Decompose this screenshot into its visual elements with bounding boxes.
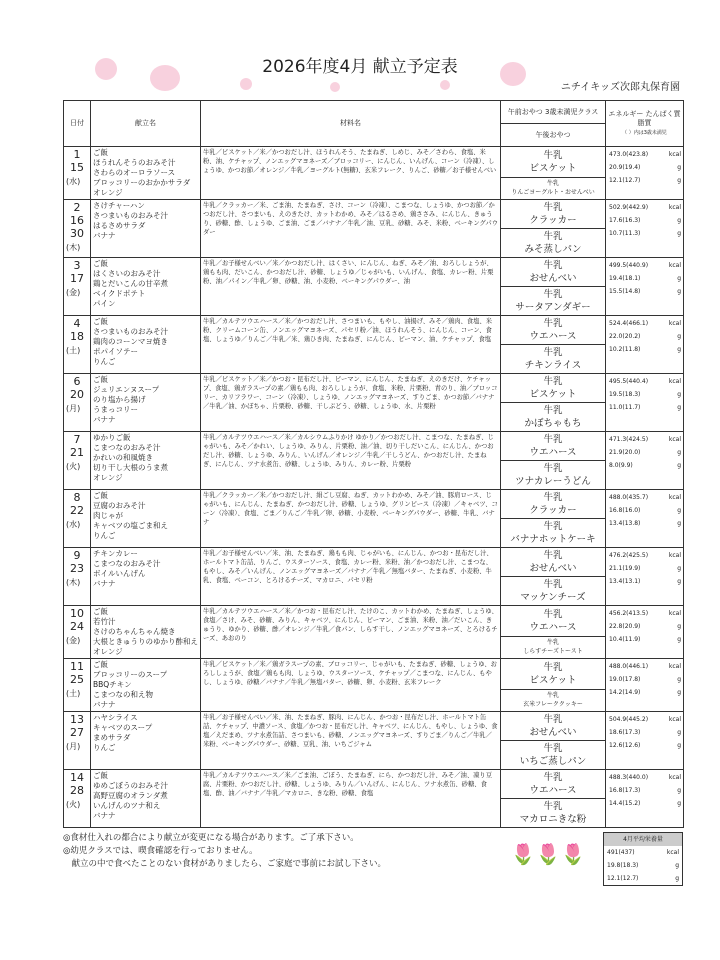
menu-item: ゆかりご飯 bbox=[93, 433, 131, 442]
date-numbers: 13 27 bbox=[70, 713, 84, 739]
energy-line bbox=[609, 148, 681, 161]
nutrition-cell bbox=[606, 258, 684, 316]
menu-item: バナナ bbox=[93, 700, 116, 709]
energy-unit: kcal bbox=[666, 849, 679, 856]
am-snack: 牛乳 ウエハース bbox=[501, 316, 606, 345]
menu-item: ベイクドポテト bbox=[93, 289, 146, 298]
date-numbers: 14 28 bbox=[70, 771, 84, 797]
fat-unit: g bbox=[677, 742, 681, 749]
ingredients-cell: 牛乳／お子様せんべい／米、油、たまねぎ、鶏もも肉、じゃがいも、にんじん、かつお・昆布だし汁、ホールトマト缶詰、りんご、ウスターソース、食塩、カレー粉、米粉、油／かつおだし汁、こまつな、もやし、みそ／いんげん、ノンエッグマヨネーズ／バナナ／牛乳／無塩バター、たまねぎ、小麦粉、牛乳、食塩、ベーコン、とろけるチーズ、マカロニ、パセリ粉 bbox=[201, 548, 501, 606]
pm-snack: 牛乳 いちご蒸しパン bbox=[501, 741, 606, 770]
nutrition-cell bbox=[606, 548, 684, 606]
fat-unit: g bbox=[677, 177, 681, 184]
footer bbox=[63, 832, 683, 886]
menu-item: ボイルいんげん bbox=[93, 569, 146, 578]
energy-value: 471.3(424.5) bbox=[609, 436, 649, 443]
energy-value: 495.5(440.4) bbox=[609, 378, 649, 385]
protein-line bbox=[609, 161, 681, 174]
protein-line bbox=[609, 272, 681, 285]
menu-item: うまっコリー bbox=[93, 405, 138, 414]
menu-item: かれいの和風焼き bbox=[93, 453, 153, 462]
energy-line bbox=[609, 660, 681, 673]
protein-line bbox=[609, 784, 681, 797]
cherry-blossom-banner bbox=[0, 0, 720, 100]
menu-item: はくさいのおみそ汁 bbox=[93, 269, 161, 278]
protein-unit: g bbox=[677, 787, 681, 794]
fat-line bbox=[609, 401, 681, 414]
nutrition-cell bbox=[606, 659, 684, 712]
fat-value: 14.2(14.9) bbox=[609, 689, 641, 696]
protein-unit: g bbox=[677, 623, 681, 630]
protein-value: 19.5(18.3) bbox=[609, 391, 641, 398]
day-of-week: (火) bbox=[66, 800, 81, 809]
energy-unit: kcal bbox=[668, 774, 681, 781]
protein-value: 16.8(17.3) bbox=[609, 787, 641, 794]
protein-line bbox=[609, 620, 681, 633]
table-row bbox=[64, 770, 684, 799]
notes bbox=[63, 832, 493, 871]
table-row bbox=[64, 490, 684, 519]
menu-item: 若竹汁 bbox=[93, 617, 116, 626]
menu-cell bbox=[91, 258, 201, 316]
ingredients-cell: 牛乳／クラッカー／米、ごま油、たまねぎ、さけ、コーン（冷凍）、こまつな、しょうゆ、かつお節／かつおだし汁、さつまいも、えのきたけ、カットわかめ、みそ／はるさめ、鶏ささみ、にんじん、きゅうり、砂糖、酢、しょうゆ、ごま油、ごま／バナナ／牛乳／油、豆乳、砂糖、みそ、米粉、ベーキングパウダー bbox=[201, 200, 501, 258]
header-date: 日付 bbox=[64, 101, 91, 147]
energy-line bbox=[609, 713, 681, 726]
nutrition-cell bbox=[606, 200, 684, 258]
fat-unit: g bbox=[677, 404, 681, 411]
protein-value: 21.9(20.0) bbox=[609, 449, 641, 456]
energy-line bbox=[609, 201, 681, 214]
energy-value: 456.2(413.5) bbox=[609, 610, 649, 617]
menu-item: キャベツのスープ bbox=[93, 723, 153, 732]
protein-line bbox=[609, 673, 681, 686]
protein-unit: g bbox=[677, 676, 681, 683]
menu-cell bbox=[91, 490, 201, 548]
nutrition-cell bbox=[606, 712, 684, 770]
date-cell bbox=[64, 770, 91, 828]
fat-value: 8.0(9.9) bbox=[609, 462, 633, 469]
monthly-average-box bbox=[603, 832, 683, 886]
date-numbers: 1 15 bbox=[70, 148, 84, 174]
menu-item: パイン bbox=[93, 299, 116, 308]
menu-item: オレンジ bbox=[93, 647, 123, 656]
menu-item: バナナ bbox=[93, 415, 116, 424]
organization-name: ニチイキッズ次郎丸保育園 bbox=[560, 82, 680, 93]
date-numbers: 9 23 bbox=[70, 549, 84, 575]
menu-cell bbox=[91, 200, 201, 258]
energy-value: 504.9(445.2) bbox=[609, 716, 649, 723]
date-numbers: 11 25 bbox=[70, 660, 84, 686]
protein-value: 19.4(18.1) bbox=[609, 275, 641, 282]
protein-line bbox=[609, 726, 681, 739]
menu-item: りんご bbox=[93, 357, 116, 366]
fat-value: 12.6(12.6) bbox=[609, 742, 641, 749]
menu-item: ご飯 bbox=[93, 607, 108, 616]
average-energy: 491(437) bbox=[607, 849, 635, 856]
tulip-illustration: 🌷🌷🌷 bbox=[510, 842, 586, 866]
menu-cell bbox=[91, 432, 201, 490]
ingredients-cell: 牛乳／ビスケット／米／かつお・昆布だし汁、ピーマン、にんじん、たまねぎ、えのきだけ、ケチャップ、食塩、鶏ガラスープの素／鶏もも肉、おろししょうが、食塩、米粉、片栗粉、青のり、油／ブロッコリー、カリフラワー、コーン（冷凍）、しょうゆ、ノンエッグマヨネーズ、すりごま、かつお節／バナナ／牛乳／油、かぼちゃ、片栗粉、砂糖、干しぶどう、砂糖、しょうゆ、水、片栗粉 bbox=[201, 374, 501, 432]
table-row bbox=[64, 712, 684, 741]
menu-item: 高野豆腐のオランダ煮 bbox=[93, 791, 168, 800]
ingredients-cell: 牛乳／カルテツウエハース／米／カルシウムふりかけ ゆかり／かつおだし汁、こまつな、たまねぎ、じゃがいも、みそ／かれい、しょうゆ、みりん、片栗粉、油／油、切り干しだいこん、にんじん、かつおだし汁、砂糖、しょうゆ、みりん、いんげん／オレンジ／牛乳／干しうどん、かつおだし汁、たまねぎ、にんじん、ツナ水煮缶、砂糖、しょうゆ、みりん、カレー粉、片栗粉 bbox=[201, 432, 501, 490]
energy-value: 524.4(466.1) bbox=[609, 320, 649, 327]
menu-item: オレンジ bbox=[93, 473, 123, 482]
menu-item: こまつなのおみそ汁 bbox=[93, 443, 161, 452]
nutrition-cell bbox=[606, 147, 684, 200]
fat-line bbox=[609, 459, 681, 472]
energy-unit: kcal bbox=[668, 716, 681, 723]
menu-item: バナナ bbox=[93, 811, 116, 820]
energy-header-label: エネルギー たんぱく質 脂質 bbox=[608, 110, 681, 127]
am-snack: 牛乳 おせんべい bbox=[501, 258, 606, 287]
day-of-week: (土) bbox=[66, 346, 81, 355]
menu-cell bbox=[91, 606, 201, 659]
table-row bbox=[64, 374, 684, 403]
energy-value: 488.0(446.1) bbox=[609, 663, 649, 670]
fat-value: 14.4(15.2) bbox=[609, 800, 641, 807]
menu-item: さつまいものおみそ汁 bbox=[93, 327, 168, 336]
fat-value: 10.2(11.8) bbox=[609, 346, 641, 353]
protein-value: 16.8(16.0) bbox=[609, 507, 641, 514]
header-pm-snack: 午後おやつ bbox=[501, 124, 606, 147]
day-of-week: (金) bbox=[66, 288, 81, 297]
menu-item: こまつなのおみそ汁 bbox=[93, 559, 161, 568]
am-snack: 牛乳 ビスケット bbox=[501, 659, 606, 690]
menu-cell bbox=[91, 712, 201, 770]
am-snack: 牛乳 クラッカー bbox=[501, 490, 606, 519]
menu-item: ポパイソテー bbox=[93, 347, 138, 356]
energy-value: 473.0(423.8) bbox=[609, 151, 649, 158]
table-row bbox=[64, 316, 684, 345]
protein-line bbox=[609, 214, 681, 227]
protein-value: 22.8(20.9) bbox=[609, 623, 641, 630]
menu-item: ご飯 bbox=[93, 491, 108, 500]
note: 献立の中で食べたことのない食材がありましたら、ご家庭で事前にお試し下さい。 bbox=[63, 859, 387, 869]
nutrition-cell bbox=[606, 374, 684, 432]
day-of-week: (火) bbox=[66, 462, 81, 471]
menu-cell bbox=[91, 770, 201, 828]
menu-item: りんご bbox=[93, 531, 116, 540]
table-row bbox=[64, 200, 684, 229]
protein-unit: g bbox=[677, 449, 681, 456]
menu-item: ジュリエンヌスープ bbox=[93, 385, 160, 394]
protein-line bbox=[609, 504, 681, 517]
day-of-week: (木) bbox=[66, 578, 81, 587]
energy-value: 488.0(435.7) bbox=[609, 494, 649, 501]
date-cell bbox=[64, 490, 91, 548]
protein-unit: g bbox=[677, 164, 681, 171]
menu-item: ご飯 bbox=[93, 317, 108, 326]
energy-line bbox=[609, 549, 681, 562]
pm-snack: 牛乳 りんごヨーグルト・おせんべい bbox=[501, 177, 606, 199]
fat-value: 13.4(13.8) bbox=[609, 520, 641, 527]
date-cell bbox=[64, 316, 91, 374]
fat-line bbox=[609, 343, 681, 356]
ingredients-cell: 牛乳／カルテツウエハース／米／かつおだし汁、さつまいも、もやし、油揚げ、みそ／鶏肉、食塩、米粉、クリームコーン缶、ノンエッグマヨネーズ、パセリ粉／油、ほうれんそう、にんじん、コーン、食塩、しょうゆ／りんご／牛乳／米、鶏ひき肉、たまねぎ、にんじん、ピーマン、油、ケチャップ、食塩 bbox=[201, 316, 501, 374]
fat-line bbox=[609, 517, 681, 530]
menu-cell bbox=[91, 548, 201, 606]
menu-item: ブロッコリーのスープ bbox=[93, 670, 168, 679]
day-of-week: (月) bbox=[66, 404, 81, 413]
protein-value: 18.6(17.3) bbox=[609, 729, 641, 736]
fat-value: 13.4(13.1) bbox=[609, 578, 641, 585]
menu-item: 鶏肉のコーンマヨ焼き bbox=[93, 337, 168, 346]
fat-line bbox=[609, 686, 681, 699]
nutrition-cell bbox=[606, 490, 684, 548]
date-cell bbox=[64, 659, 91, 712]
menu-item: 肉じゃが bbox=[93, 511, 123, 520]
menu-item: のり塩から揚げ bbox=[93, 395, 146, 404]
date-numbers: 6 20 bbox=[70, 375, 84, 401]
nutrition-cell bbox=[606, 770, 684, 828]
menu-item: バナナ bbox=[93, 231, 116, 240]
day-of-week: (水) bbox=[66, 177, 81, 186]
fat-line bbox=[609, 739, 681, 752]
fat-unit: g bbox=[677, 689, 681, 696]
fat-line bbox=[609, 797, 681, 810]
am-snack: 牛乳 おせんべい bbox=[501, 712, 606, 741]
protein-unit: g bbox=[677, 217, 681, 224]
fat-unit: g bbox=[675, 875, 679, 882]
header-am-snack: 午前おやつ 3歳未満児クラス bbox=[501, 101, 606, 124]
fat-value: 15.5(14.8) bbox=[609, 288, 641, 295]
am-snack: 牛乳 クラッカー bbox=[501, 200, 606, 229]
menu-item: りんご bbox=[93, 743, 116, 752]
menu-item: はるさめサラダ bbox=[93, 221, 146, 230]
am-snack: 牛乳 ウエハース bbox=[501, 432, 606, 461]
pm-snack: 牛乳 かぼちゃもち bbox=[501, 403, 606, 432]
menu-cell bbox=[91, 147, 201, 200]
table-row bbox=[64, 432, 684, 461]
date-numbers: 8 22 bbox=[70, 491, 84, 517]
protein-line bbox=[609, 388, 681, 401]
table-row bbox=[64, 258, 684, 287]
date-cell bbox=[64, 258, 91, 316]
menu-item: バナナ bbox=[93, 579, 116, 588]
header-ingredients: 材料名 bbox=[201, 101, 501, 147]
menu-item: ゆめごぼうのおみそ汁 bbox=[93, 781, 168, 790]
date-cell bbox=[64, 147, 91, 200]
energy-unit: kcal bbox=[668, 320, 681, 327]
header-menu: 献立名 bbox=[91, 101, 201, 147]
date-cell bbox=[64, 606, 91, 659]
energy-unit: kcal bbox=[668, 436, 681, 443]
protein-unit: g bbox=[677, 391, 681, 398]
protein-value: 22.0(20.2) bbox=[609, 333, 641, 340]
energy-line bbox=[609, 375, 681, 388]
pm-snack: 牛乳 チキンライス bbox=[501, 345, 606, 374]
pm-snack: 牛乳 マカロニきな粉 bbox=[501, 799, 606, 828]
fat-value: 10.7(11.3) bbox=[609, 230, 641, 237]
day-of-week: (水) bbox=[66, 520, 81, 529]
menu-item: 豆腐のおみそ汁 bbox=[93, 501, 146, 510]
table-row bbox=[64, 606, 684, 637]
energy-value: 502.9(442.9) bbox=[609, 204, 649, 211]
protein-line bbox=[609, 330, 681, 343]
fat-unit: g bbox=[677, 520, 681, 527]
average-protein: 19.8(18.3) bbox=[607, 862, 639, 869]
protein-unit: g bbox=[677, 729, 681, 736]
menu-item: ご飯 bbox=[93, 771, 108, 780]
fat-line bbox=[609, 174, 681, 187]
pm-snack: 牛乳 ツナカレーうどん bbox=[501, 461, 606, 490]
ingredients-cell: 牛乳／お子様せんべい／米、油、たまねぎ、豚肉、にんじん、かつお・昆布だし汁、ホールトマト缶詰、ケチャップ、中濃ソース、食塩／かつお・昆布だし汁、キャベツ、にんじん、もやし、しょうゆ、食塩／えだまめ、ツナ水煮缶詰、さつまいも、砂糖、ノンエッグマヨネーズ、すりごま／りんご／牛乳／米粉、ベーキングパウダー、砂糖、豆乳、油、いちごジャム bbox=[201, 712, 501, 770]
protein-unit: g bbox=[675, 862, 679, 869]
protein-unit: g bbox=[677, 275, 681, 282]
fat-unit: g bbox=[677, 578, 681, 585]
menu-item: ご飯 bbox=[93, 660, 108, 669]
day-of-week: (金) bbox=[66, 636, 81, 645]
fat-unit: g bbox=[677, 800, 681, 807]
ingredients-cell: 牛乳／ビスケット／米／鶏ガラスープの素、ブロッコリー、じゃがいも、たまねぎ、砂糖、しょうゆ、おろししょうが、食塩／鶏もも肉、しょうゆ、ウスターソース、ケチャップ／こまつな、にんじん、もやし、しょうゆ、砂糖／バナナ／牛乳／無塩バター、砂糖、卵、小麦粉、玄米フレーク bbox=[201, 659, 501, 712]
ingredients-cell: 牛乳／クラッカー／米／かつおだし汁、絹ごし豆腐、ねぎ、カットわかめ、みそ／油、豚肩ロース、じゃがいも、にんじん、たまねぎ、かつおだし汁、砂糖、しょうゆ、グリンピース（冷凍）／キャベツ、コーン（冷凍）、食塩、ごま／りんご／牛乳／卵、砂糖、小麦粉、ベーキングパウダー、砂糖、牛乳、バナナ bbox=[201, 490, 501, 548]
table-row bbox=[64, 147, 684, 178]
date-numbers: 7 21 bbox=[70, 433, 84, 459]
menu-cell bbox=[91, 374, 201, 432]
menu-item: キャベツの塩ごま和え bbox=[93, 521, 168, 530]
fat-unit: g bbox=[677, 346, 681, 353]
date-cell bbox=[64, 548, 91, 606]
protein-unit: g bbox=[677, 565, 681, 572]
fat-line bbox=[609, 285, 681, 298]
nutrition-cell bbox=[606, 606, 684, 659]
nutrition-cell bbox=[606, 432, 684, 490]
protein-value: 20.9(19.4) bbox=[609, 164, 641, 171]
menu-item: さつまいものおみそ汁 bbox=[93, 211, 168, 220]
fat-value: 11.0(11.7) bbox=[609, 404, 641, 411]
energy-value: 488.3(440.0) bbox=[609, 774, 649, 781]
energy-unit: kcal bbox=[668, 494, 681, 501]
protein-value: 21.1(19.9) bbox=[609, 565, 641, 572]
menu-item: さわらのオーロラソース bbox=[93, 168, 176, 177]
menu-item: さけチャーハン bbox=[93, 201, 145, 210]
am-snack: 牛乳 ウエハース bbox=[501, 606, 606, 637]
note: ◎食材仕入れの都合により献立が変更になる場合があります。ご了承下さい。 bbox=[63, 833, 359, 843]
table-row bbox=[64, 548, 684, 577]
fat-value: 12.1(12.7) bbox=[609, 177, 641, 184]
energy-unit: kcal bbox=[668, 262, 681, 269]
energy-unit: kcal bbox=[668, 610, 681, 617]
energy-unit: kcal bbox=[668, 552, 681, 559]
energy-line bbox=[609, 771, 681, 784]
menu-item: さけのちゃんちゃん焼き bbox=[93, 627, 176, 636]
fat-line bbox=[609, 633, 681, 646]
ingredients-cell: 牛乳／カルテツウエハース／米／かつお・昆布だし汁、たけのこ、カットわかめ、たまねぎ、しょうゆ、食塩／さけ、みそ、砂糖、みりん、キャベツ、にんじん、ピーマン、ごま油、米粉、油／だいこん、きゅうり、ゆかり、砂糖、酢／オレンジ／牛乳／食パン、しらす干し、ノンエッグマヨネーズ、とろけるチーズ、あおのり bbox=[201, 606, 501, 659]
energy-line bbox=[609, 317, 681, 330]
date-numbers: 10 24 bbox=[70, 607, 84, 633]
ingredients-cell: 牛乳／カルテツウエハース／米／ごま油、ごぼう、たまねぎ、にら、かつおだし汁、みそ／油、凍り豆腐、片栗粉、かつおだし汁、砂糖、しょうゆ、みりん／いんげん、にんじん、ツナ水煮缶、砂糖、食塩、酢、油／バナナ／牛乳／マカロニ、きな粉、砂糖、食塩 bbox=[201, 770, 501, 828]
pm-snack: 牛乳 バナナホットケーキ bbox=[501, 519, 606, 548]
energy-line bbox=[609, 433, 681, 446]
table-row bbox=[64, 659, 684, 690]
date-cell bbox=[64, 200, 91, 258]
menu-item: チキンカレー bbox=[93, 549, 138, 558]
menu-item: こまつなの和え物 bbox=[93, 690, 153, 699]
pm-snack: 牛乳 サータアンダギー bbox=[501, 287, 606, 316]
menu-item: 切り干し大根のうま煮 bbox=[93, 463, 168, 472]
average-label: 4月平均栄養量 bbox=[604, 833, 682, 846]
energy-unit: kcal bbox=[668, 663, 681, 670]
fat-unit: g bbox=[677, 230, 681, 237]
menu-item: まめサラダ bbox=[93, 733, 131, 742]
day-of-week: (月) bbox=[66, 742, 81, 751]
note: ◎幼児クラスでは、喫食確認を行っておりません。 bbox=[63, 846, 258, 856]
energy-value: 499.5(440.9) bbox=[609, 262, 649, 269]
date-cell bbox=[64, 712, 91, 770]
protein-line bbox=[609, 562, 681, 575]
date-cell bbox=[64, 432, 91, 490]
ingredients-cell: 牛乳／ビスケット／米／かつおだし汁、ほうれんそう、たまねぎ、しめじ、みそ／さわら、食塩、米粉、油、ケチャップ、ノンエッグマヨネーズ／ブロッコリー、にんじん、いんげん、コーン（冷凍）、しょうゆ、かつお節／オレンジ／牛乳／ヨーグルト(無糖)、玄米フレーク、りんご、砂糖／お子様せんべい bbox=[201, 147, 501, 200]
pm-snack: 牛乳 マッケンチーズ bbox=[501, 577, 606, 606]
protein-line bbox=[609, 446, 681, 459]
energy-line bbox=[609, 607, 681, 620]
protein-value: 17.6(16.3) bbox=[609, 217, 641, 224]
menu-item: ハヤシライス bbox=[93, 713, 138, 722]
menu-item: ブロッコリーのおかかサラダ bbox=[93, 178, 191, 187]
menu-item: ご飯 bbox=[93, 259, 108, 268]
date-numbers: 3 17 bbox=[70, 259, 84, 285]
menu-item: 大根ときゅうりのゆかり酢和え bbox=[93, 637, 198, 646]
menu-item: ほうれんそうのおみそ汁 bbox=[93, 158, 176, 167]
menu-cell bbox=[91, 659, 201, 712]
am-snack: 牛乳 ビスケット bbox=[501, 374, 606, 403]
menu-table bbox=[63, 100, 684, 828]
date-cell bbox=[64, 374, 91, 432]
fat-unit: g bbox=[677, 636, 681, 643]
fat-line bbox=[609, 575, 681, 588]
day-of-week: (土) bbox=[66, 689, 81, 698]
energy-unit: kcal bbox=[668, 204, 681, 211]
date-numbers: 4 18 bbox=[70, 317, 84, 343]
protein-value: 19.0(17.8) bbox=[609, 676, 641, 683]
menu-item: ご飯 bbox=[93, 375, 108, 384]
am-snack: 牛乳 ウエハース bbox=[501, 770, 606, 799]
nutrition-cell bbox=[606, 316, 684, 374]
pm-snack: 牛乳 みそ蒸しパン bbox=[501, 229, 606, 258]
page-title: 2026年度4月 献立予定表 bbox=[262, 57, 458, 77]
fat-unit: g bbox=[677, 288, 681, 295]
ingredients-cell: 牛乳／お子様せんべい／米／かつおだし汁、はくさい、にんじん、ねぎ、みそ／油、おろししょうが、鶏もも肉、だいこん、かつおだし汁、砂糖、しょうゆ／じゃがいも、いんげん、食塩、カレー粉、片栗粉、油／パイン／牛乳／卵、砂糖、油、小麦粉、ベーキングパウダー、油 bbox=[201, 258, 501, 316]
menu-item: いんげんのツナ和え bbox=[93, 801, 161, 810]
pm-snack: 牛乳 しらすチーズトースト bbox=[501, 636, 606, 658]
day-of-week: (木) bbox=[66, 243, 81, 252]
fat-line bbox=[609, 227, 681, 240]
menu-item: オレンジ bbox=[93, 188, 123, 197]
energy-header-note: （ ）内は3歳未満児 bbox=[622, 130, 667, 136]
energy-unit: kcal bbox=[668, 151, 681, 158]
date-numbers: 2 16 30 bbox=[70, 201, 84, 240]
menu-item: BBQチキン bbox=[93, 680, 132, 689]
header-energy bbox=[606, 101, 684, 147]
am-snack: 牛乳 おせんべい bbox=[501, 548, 606, 577]
energy-value: 476.2(425.5) bbox=[609, 552, 649, 559]
menu-cell bbox=[91, 316, 201, 374]
protein-unit: g bbox=[677, 333, 681, 340]
protein-unit: g bbox=[677, 507, 681, 514]
energy-line bbox=[609, 259, 681, 272]
menu-item: ご飯 bbox=[93, 148, 108, 157]
fat-value: 10.4(11.9) bbox=[609, 636, 641, 643]
am-snack: 牛乳 ビスケット bbox=[501, 147, 606, 178]
average-fat: 12.1(12.7) bbox=[607, 875, 639, 882]
fat-unit: g bbox=[677, 462, 681, 469]
menu-item: 鶏とだいこんの甘辛煮 bbox=[93, 279, 168, 288]
energy-line bbox=[609, 491, 681, 504]
energy-unit: kcal bbox=[668, 378, 681, 385]
pm-snack: 牛乳 玄米フレーククッキー bbox=[501, 689, 606, 711]
